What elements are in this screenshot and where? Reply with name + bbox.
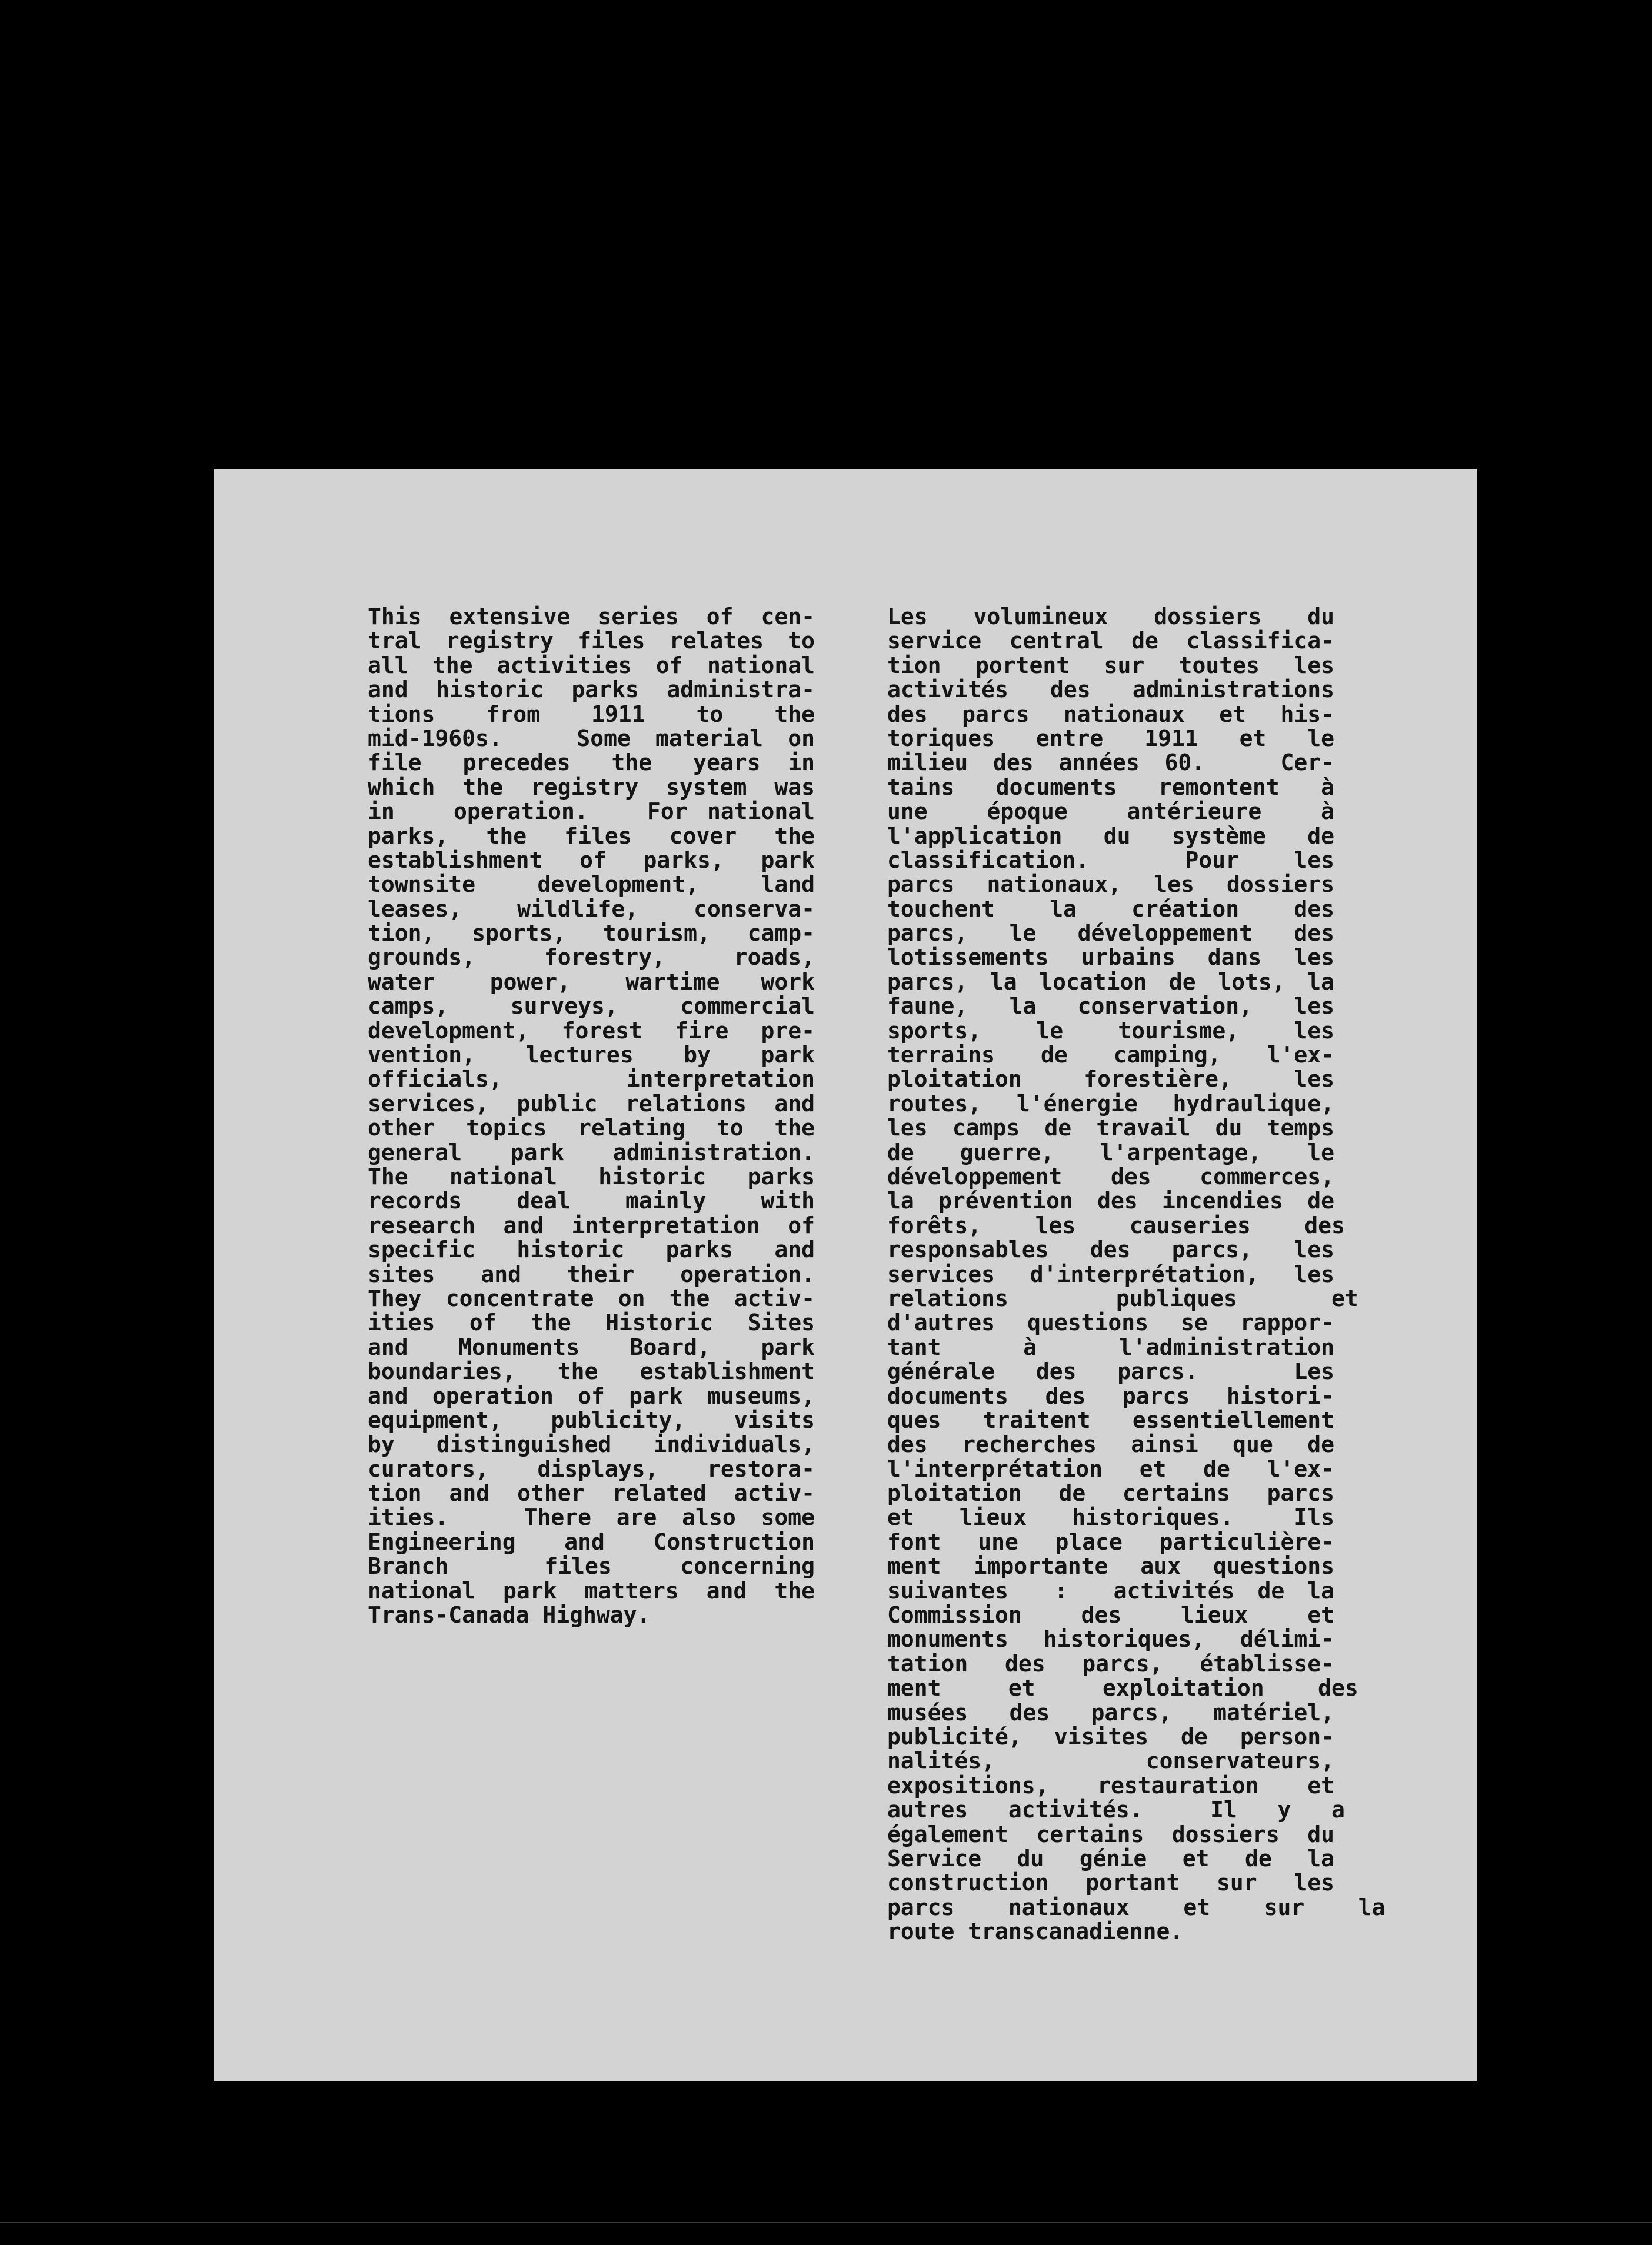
text-line: musées des parcs, matériel, xyxy=(887,1699,1334,1726)
text-line: classification. Pour les xyxy=(887,847,1334,873)
text-line: monuments historiques, délimi- xyxy=(887,1626,1334,1653)
text-line: d'autres questions se rappor- xyxy=(887,1310,1334,1336)
text-line: services, public relations and xyxy=(368,1090,815,1117)
text-line: officials, interpretation xyxy=(368,1066,815,1092)
text-line: tions from 1911 to the xyxy=(368,701,815,727)
text-line: tation des parcs, établisse- xyxy=(887,1650,1334,1677)
text-line: documents des parcs histori- xyxy=(887,1383,1334,1409)
text-line: by distinguished individuals, xyxy=(368,1431,815,1458)
text-line: The national historic parks xyxy=(368,1163,815,1190)
english-text-column xyxy=(368,605,815,1627)
text-line: des parcs nationaux et his- xyxy=(887,701,1334,727)
text-line: expositions, restauration et xyxy=(887,1772,1334,1798)
text-line: autres activités. Il y a xyxy=(887,1797,1345,1823)
text-line: ment importante aux questions xyxy=(887,1553,1334,1580)
text-line: parcs nationaux et sur la xyxy=(887,1894,1385,1920)
text-line: Trans-Canada Highway. xyxy=(368,1602,651,1628)
text-line: camps, surveys, commercial xyxy=(368,993,815,1020)
scan-bottom-edge xyxy=(0,2222,1652,2223)
text-line: Engineering and Construction xyxy=(368,1528,815,1555)
text-line: establishment of parks, park xyxy=(368,847,815,873)
text-line: les camps de travail du temps xyxy=(887,1115,1334,1141)
text-line: des recherches ainsi que de xyxy=(887,1431,1334,1458)
text-line: development, forest fire pre- xyxy=(368,1017,815,1044)
text-line: records deal mainly with xyxy=(368,1188,815,1214)
text-line: service central de classifica- xyxy=(887,628,1334,654)
text-line: and operation of park museums, xyxy=(368,1383,815,1409)
french-text-column xyxy=(887,604,1385,1945)
text-line: in operation. For national xyxy=(368,798,815,825)
text-line: and Monuments Board, park xyxy=(368,1334,815,1360)
text-line: construction portant sur les xyxy=(887,1870,1334,1896)
text-line: and historic parks administra- xyxy=(368,677,815,703)
text-line: routes, l'énergie hydraulique, xyxy=(887,1090,1334,1117)
text-line: ment et exploitation des xyxy=(887,1675,1358,1701)
text-line: lotissements urbains dans les xyxy=(887,944,1334,971)
text-line: Commission des lieux et xyxy=(887,1602,1334,1628)
text-line: terrains de camping, l'ex- xyxy=(887,1042,1334,1068)
text-line: tant à l'administration xyxy=(887,1334,1334,1360)
text-line: vention, lectures by park xyxy=(368,1042,815,1068)
text-line: which the registry system was xyxy=(368,774,815,800)
text-line: une époque antérieure à xyxy=(887,798,1334,825)
text-line: leases, wildlife, conserva- xyxy=(368,895,815,922)
text-line: services d'interprétation, les xyxy=(887,1261,1334,1287)
text-line: générale des parcs. Les xyxy=(887,1358,1334,1385)
text-line: font une place particulière- xyxy=(887,1528,1334,1555)
text-line: general park administration. xyxy=(368,1139,815,1165)
text-line: ities. There are also some xyxy=(368,1504,815,1531)
text-line: parcs nationaux, les dossiers xyxy=(887,871,1334,898)
text-line: développement des commerces, xyxy=(887,1163,1334,1190)
text-line: toriques entre 1911 et le xyxy=(887,725,1334,751)
text-line: Les volumineux dossiers du xyxy=(887,604,1334,629)
text-line: de guerre, l'arpentage, le xyxy=(887,1139,1334,1165)
text-line: la prévention des incendies de xyxy=(887,1188,1334,1214)
text-line: ploitation forestière, les xyxy=(887,1066,1334,1092)
text-line: sports, le tourisme, les xyxy=(887,1017,1334,1044)
text-line: l'application du système de xyxy=(887,822,1334,849)
text-line: parks, the files cover the xyxy=(368,822,815,849)
text-line: publicité, visites de person- xyxy=(887,1723,1334,1750)
text-line: route transcanadienne. xyxy=(887,1918,1184,1945)
text-line: mid-1960s. Some material on xyxy=(368,725,815,751)
text-line: file precedes the years in xyxy=(368,750,815,776)
text-line: Branch files concerning xyxy=(368,1553,815,1580)
text-line: l'interprétation et de l'ex- xyxy=(887,1455,1334,1482)
text-line: They concentrate on the activ- xyxy=(368,1285,815,1311)
text-line: faune, la conservation, les xyxy=(887,993,1334,1020)
text-line: tains documents remontent à xyxy=(887,774,1334,800)
text-line: curators, displays, restora- xyxy=(368,1455,815,1482)
text-line: equipment, publicity, visits xyxy=(368,1407,815,1433)
text-line: forêts, les causeries des xyxy=(887,1212,1345,1238)
text-line: research and interpretation of xyxy=(368,1212,815,1238)
text-line: activités des administrations xyxy=(887,677,1334,703)
text-line: relations publiques et xyxy=(887,1285,1358,1311)
text-line: national park matters and the xyxy=(368,1577,815,1604)
text-line: tion, sports, tourism, camp- xyxy=(368,920,815,947)
text-line: ities of the Historic Sites xyxy=(368,1310,815,1336)
text-line: tion portent sur toutes les xyxy=(887,652,1334,678)
text-line: This extensive series of cen- xyxy=(368,604,815,629)
text-line: nalités, conservateurs, xyxy=(887,1748,1334,1774)
text-line: parcs, la location de lots, la xyxy=(887,968,1334,995)
text-line: responsables des parcs, les xyxy=(887,1237,1334,1263)
text-line: boundaries, the establishment xyxy=(368,1358,815,1385)
text-line: Service du génie et de la xyxy=(887,1845,1334,1871)
text-line: tral registry files relates to xyxy=(368,628,815,654)
text-line: specific historic parks and xyxy=(368,1237,815,1263)
text-line: water power, wartime work xyxy=(368,968,815,995)
text-line: touchent la création des xyxy=(887,895,1334,922)
text-line: milieu des années 60. Cer- xyxy=(887,750,1334,776)
text-line: et lieux historiques. Ils xyxy=(887,1504,1334,1531)
document-page xyxy=(214,469,1477,2081)
text-line: grounds, forestry, roads, xyxy=(368,944,815,971)
text-line: sites and their operation. xyxy=(368,1261,815,1287)
text-line: all the activities of national xyxy=(368,652,815,678)
text-line: parcs, le développement des xyxy=(887,920,1334,947)
text-line: townsite development, land xyxy=(368,871,815,898)
text-line: suivantes : activités de la xyxy=(887,1577,1334,1604)
text-line: également certains dossiers du xyxy=(887,1821,1334,1847)
text-line: ploitation de certains parcs xyxy=(887,1480,1334,1507)
text-line: tion and other related activ- xyxy=(368,1480,815,1507)
text-line: ques traitent essentiellement xyxy=(887,1407,1334,1433)
text-line: other topics relating to the xyxy=(368,1115,815,1141)
